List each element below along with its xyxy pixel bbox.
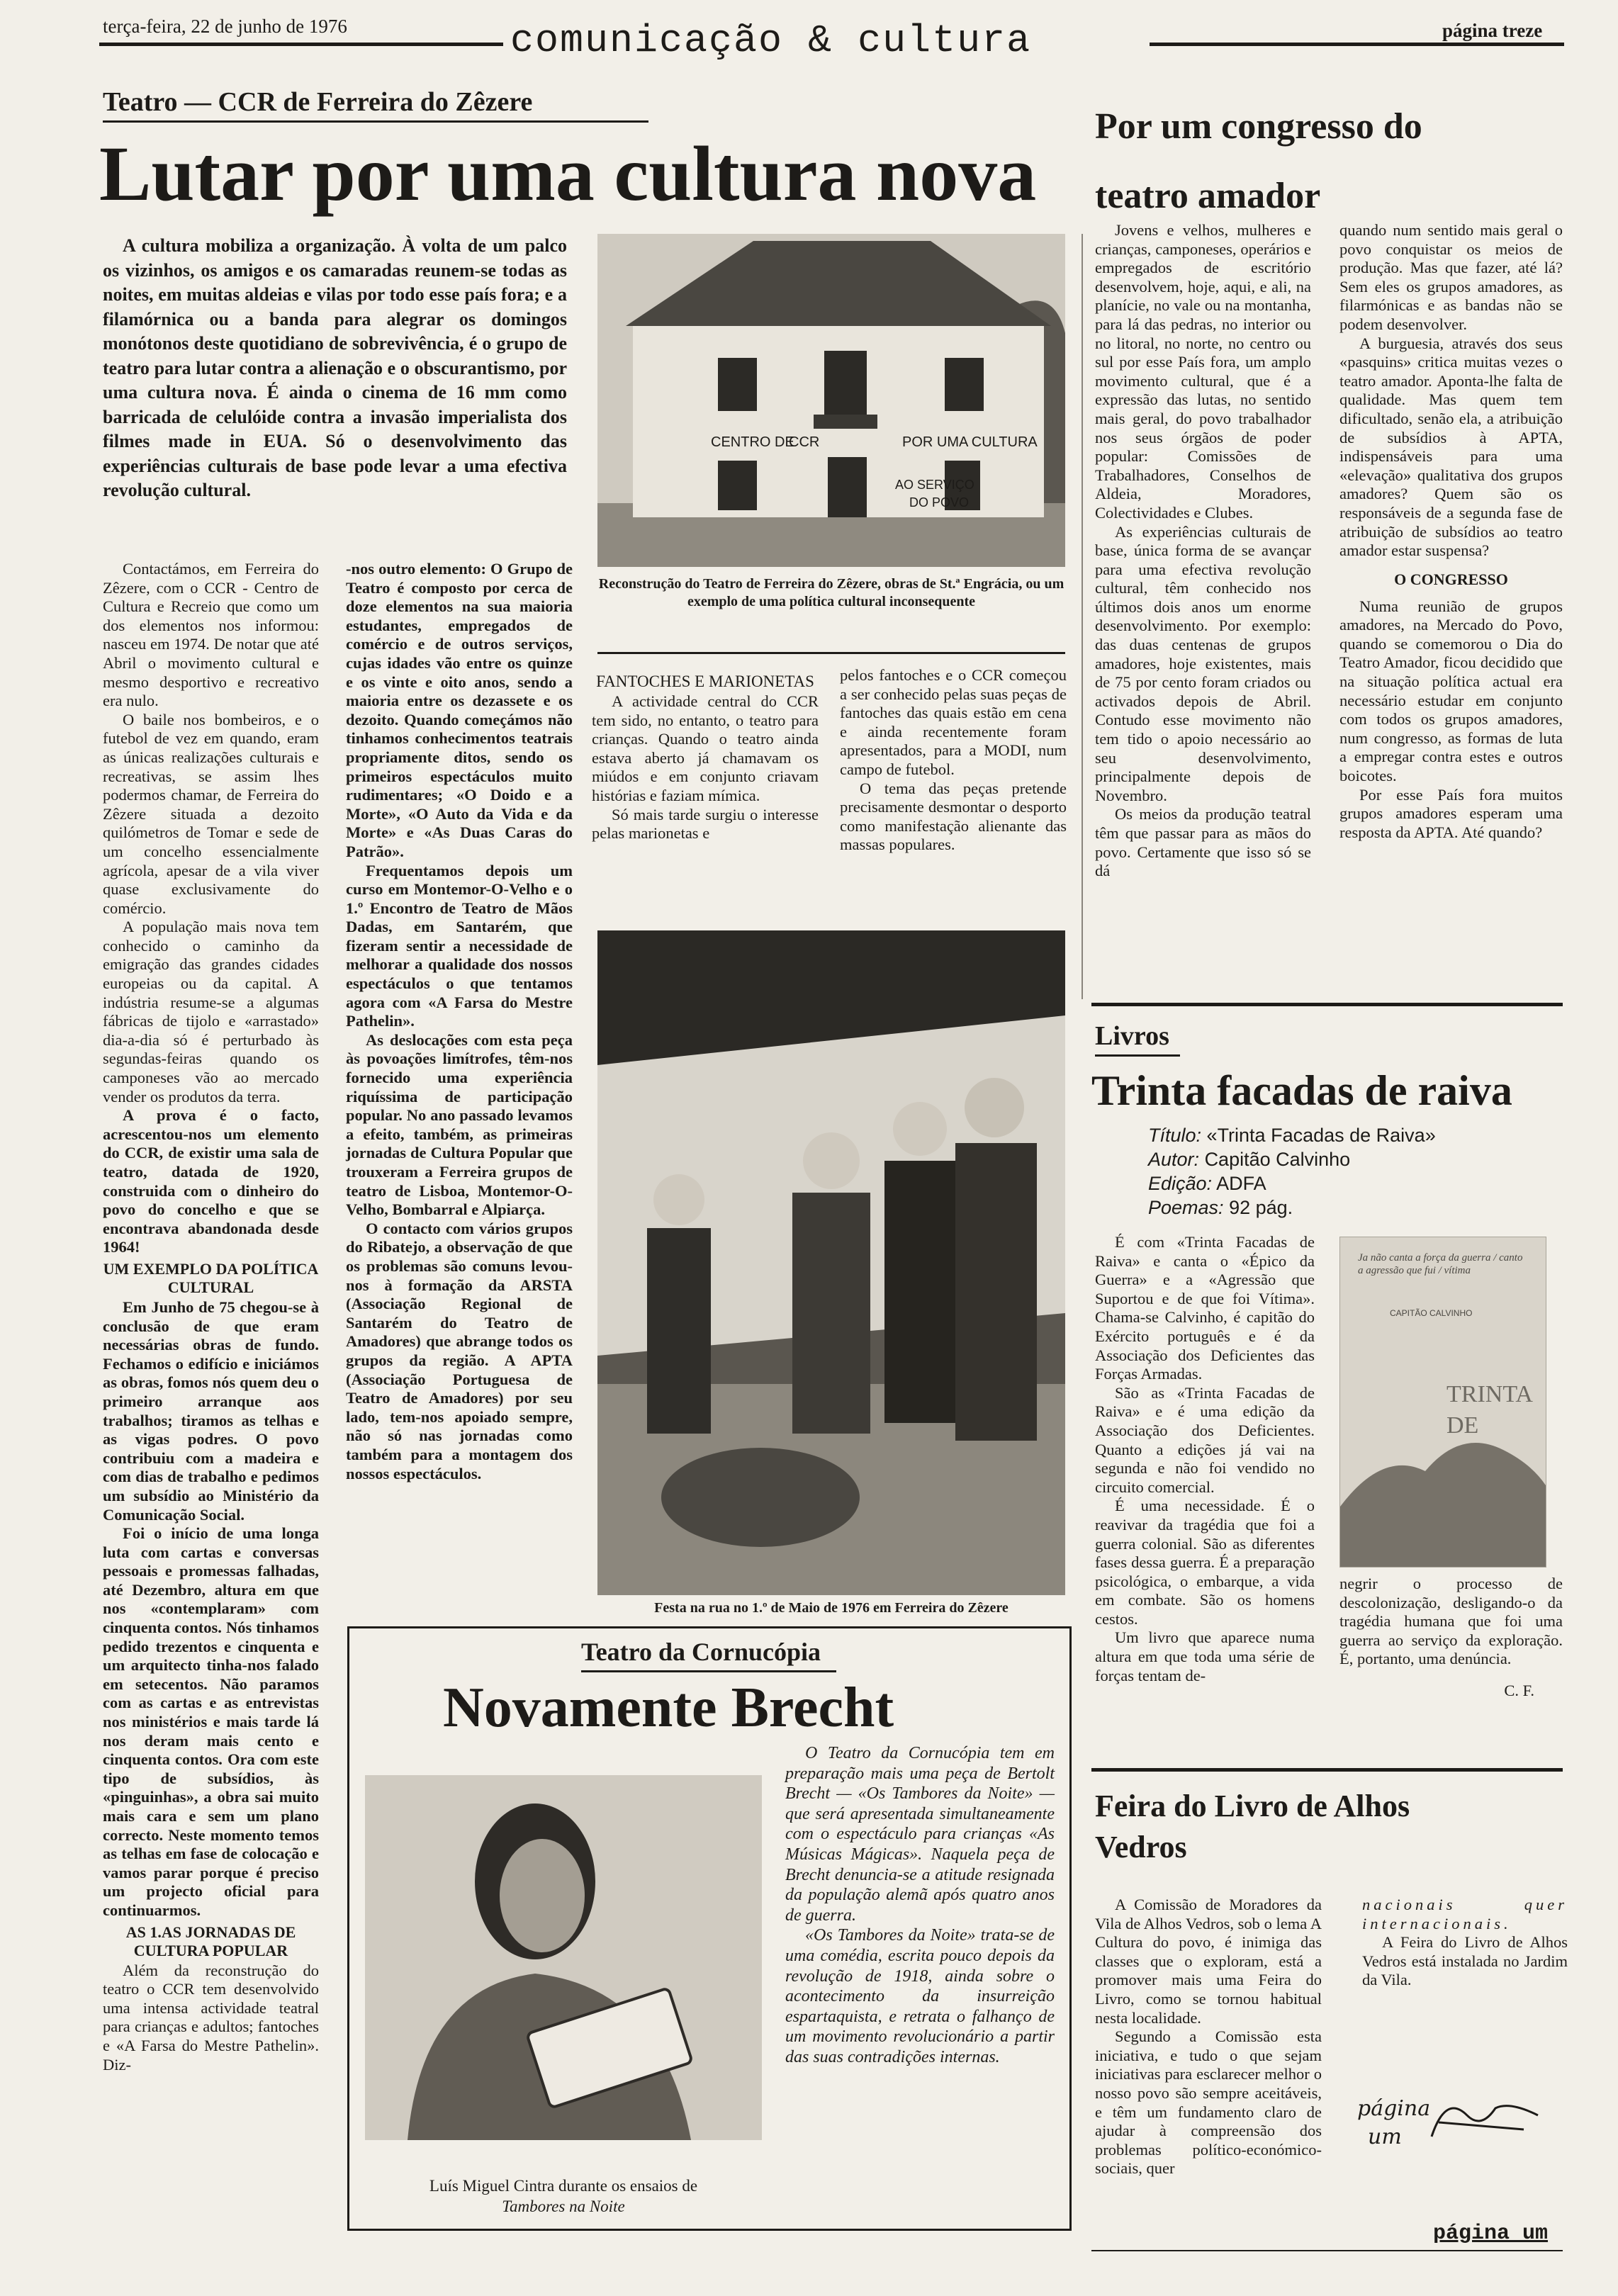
paragraph: A prova é o facto, acrescentou-nos um elemento do CCR, de existir uma sala de teatro, datada de 1920, construida com o dinheiro do povo do concelho e que se encontrava abandonada desde 1964!: [103, 1106, 319, 1256]
issue-date: terça-feira, 22 de junho de 1976: [103, 16, 347, 37]
paragraph: O Teatro da Cornucópia tem em preparação mais uma peça de Bertolt Brecht — «Os Tambores da Noite» — que será apresentada simultaneamente com o espectáculo para crianças «As Músicas Mágicas». Naquela peça de Brecht denuncia-se a atitude resignada da população alemã após quatro anos de guerra.: [785, 1744, 1055, 1925]
caption-title: Tambores na Noite: [502, 2197, 625, 2215]
column-rule: [1082, 234, 1083, 999]
meta-title: Título: «Trinta Facadas de Raiva»: [1148, 1125, 1436, 1146]
paragraph: É uma necessidade. É o reavivar da tragédia que foi a guerra colonial. São as diferentes fases dessa guerra. É a preparação psicológica, o embarque, a vida em combate. São os homens cestos.: [1095, 1497, 1315, 1628]
footer-page-label: página um: [1433, 2222, 1549, 2246]
column-rule: [597, 652, 1065, 654]
feira-headline-text: Feira do Livro de Alhos Vedros: [1095, 1789, 1410, 1864]
paragraph: Em Junho de 75 chegou-se à conclusão de que eram necessárias obras de fundo. Fechamos o edifício e iniciámos as obras, fomos nós quem deu o primeiro arranque aos trabalhos; tiramos as telhas e as vigas podres. O povo contribuiu com a madeira e com dias de trabalho e pedimos um subsídio ao Ministério da Comunicação Social.: [103, 1298, 319, 1524]
subhead-politica-cultural: UM EXEMPLO DA POLÍTICA CULTURAL: [103, 1259, 319, 1296]
subhead-fantoches: FANTOCHES E MARIONETAS: [596, 673, 814, 690]
subhead-congresso: O CONGRESSO: [1394, 570, 1508, 588]
livros-kicker: Livros: [1095, 1021, 1169, 1051]
paragraph: A Feira do Livro de Alhos Vedros está instalada no Jardim da Vila.: [1362, 1933, 1568, 1989]
cover-title: TRINTA DE: [1446, 1381, 1532, 1439]
section-rule: [1091, 1768, 1563, 1772]
sign-text: AO SERVIÇO: [895, 478, 974, 492]
congresso-column-1: [1095, 221, 1311, 881]
handwritten-signature: [1354, 2087, 1559, 2172]
sign-text: CENTRO DE: [711, 434, 794, 450]
meta-author: Autor: Capitão Calvinho: [1148, 1149, 1351, 1170]
caption-name: Luís Miguel Cintra durante os ensaios de: [429, 2177, 698, 2195]
svg-text:página: página: [1357, 2096, 1431, 2121]
cover-mountain-illustration: [1340, 1237, 1546, 1567]
photo-luis-miguel-cintra: [365, 1775, 762, 2140]
paragraph: A Comissão de Moradores da Vila de Alhos Vedros, sob o lema A Cultura do povo, é inimiga das classes que o exploram, está a promover mais uma Feira do Livro, como se tornou habitual nesta localidade.: [1095, 1896, 1322, 2027]
paragraph: O baile nos bombeiros, e o futebol de vez em quando, eram as únicas realizações culturais e recreativas, se assim lhes podermos chamar, de Ferreira do Zêzere situada a dezoito quilómetros de Tomar e sede de um concelho essencialmente agrícola, apesar de a vila viver quase exclusivamente do comércio.: [103, 710, 319, 917]
brecht-photo-caption: [365, 2176, 762, 2217]
feira-column-1: [1095, 1896, 1322, 2178]
brecht-kicker: Teatro da Cornucópia: [581, 1638, 821, 1666]
cover-author: CAPITÃO CALVINHO: [1390, 1308, 1473, 1318]
paragraph: Só mais tarde surgiu o interesse pelas marionetas e: [592, 805, 819, 843]
lead-column-1: [103, 560, 319, 2074]
section-title: comunicação & cultura: [510, 18, 1032, 63]
paragraph: Além da reconstrução do teatro o CCR tem desenvolvido uma intensa actividade teatral para crianças e adultos; fantoches e «A Farsa do Mestre Pathelin». Diz-: [103, 1961, 319, 2073]
meta-edition: Edição: ADFA: [1148, 1173, 1266, 1194]
livros-underline: [1095, 1054, 1180, 1057]
paragraph: As experiências culturais de base, única forma de se avançar para uma efectiva revolução cultural, têm conhecido nos últimos dois anos um enorme desenvolvimento. Por exemplo: das duas centenas de grupos amadores, hoje existentes, mais de 75 por cento foram criados ou activados depois de Abril. Contudo esse movimento não tem tido o apoio necessário ao seu desenvolvimento, principalmente depois de Novembro.: [1095, 522, 1311, 804]
paragraph: Por esse País fora muitos grupos amadores esperam uma resposta da APTA. Até quando?: [1339, 785, 1563, 841]
photo-theatre-building: [597, 234, 1065, 567]
photo-children-festival: [597, 930, 1065, 1595]
livros-column: [1095, 1233, 1315, 1685]
kicker-underline: [103, 120, 648, 123]
lead-column-4: [840, 666, 1067, 855]
congresso-headline-text: Por um congresso do teatro amador: [1095, 106, 1422, 216]
book-meta: [1148, 1123, 1436, 1220]
lead-intro: [103, 234, 567, 503]
footer-rule: [1091, 2250, 1563, 2251]
paragraph: quando num sentido mais geral o povo conquistar os meios de produção. Mas que fazer, até lá? Sem eles os grupos amadores, as filarmónicas e as bandas não se podem desenvolver.: [1339, 221, 1563, 333]
feira-headline: [1095, 1786, 1442, 1868]
photo-caption-festival: Festa na rua no 1.º de Maio de 1976 em Ferreira do Zêzere: [654, 1600, 1009, 1616]
paragraph: Jovens e velhos, mulheres e crianças, camponeses, operários e empregados de escritório desenvolvem, hoje, aqui, e ali, na planície, no vale ou na montanha, para lá das pedras, no interior ou no litoral, no norte, no centro ou sul por esse País fora, um amplo movimento cultural, que é a expressão das lutas, no sentido mais geral, do povo trabalhador nos seus órgãos de poder popular: Comissões de Trabalhadores, Conselhos de Aldeia, Moradores, Colectividades e Clubes.: [1095, 221, 1311, 522]
congresso-column-2: [1339, 221, 1563, 842]
section-rule: [1091, 1003, 1563, 1006]
paragraph: O tema das peças pretende precisamente desmontar o desporto como manifestação alienante das massas populares.: [840, 779, 1067, 854]
paragraph: pelos fantoches e o CCR começou a ser conhecido pelas suas peças de fantoches das quais estão em cena e ainda recentemente foram apresentados, para a MODI, num campo de futebol.: [840, 666, 1067, 778]
cover-handwriting: Ja não canta a força da guerra / canto a agressão que fui / vítima: [1358, 1252, 1523, 1276]
lead-column-2: [346, 560, 573, 1483]
livros-tail: [1339, 1575, 1563, 1701]
paragraph: -nos outro elemento: O Grupo de Teatro é composto por cerca de doze elementos na sua maioria estudantes, empregados de comércio e de outros serviços, cujas idades vão entre os quinze e os vinte e oito anos, sendo a maioria entre os dezassete e os dezoito. Quando começámos não tinhamos conhecimentos teatrais propriamente ditos, sendo os primeiros espectáculos muito rudimentares; «O Doido e a Morte», «O Auto da Vida e da Morte» e «As Duas Caras do Patrão».: [346, 560, 573, 860]
subhead-jornadas: AS 1.AS JORNADAS DE CULTURA POPULAR: [125, 1923, 296, 1959]
lead-kicker: Teatro — CCR de Ferreira do Zêzere: [103, 87, 533, 117]
paragraph: «Os Tambores da Noite» trata-se de uma comédia, escrita pouco depois da revolução de 1918, ainda sobre o acontecimento da insurreição espartaquista, e retrata o falhanço de um movimento revolucionário a partir das suas contradições internas.: [785, 1926, 1055, 2066]
svg-text:um: um: [1368, 2125, 1402, 2149]
paragraph: Contactámos, em Ferreira do Zêzere, com o CCR - Centro de Cultura e Recreio que como um dos elementos nos informou: nasceu em 1974. De notar que até Abril o movimento cultural e mesmo desportivo e recreativo era nulo.: [103, 560, 319, 710]
livros-headline: Trinta facadas de raiva: [1091, 1067, 1512, 1114]
brecht-kicker-underline: [581, 1670, 836, 1672]
page-number: página treze: [1442, 20, 1543, 41]
paragraph: A burguesia, através dos seus «pasquins» critica muitas vezes o teatro amador. Aponta-lhe falta de qualidade. Mas quem tem dificultado, senão ela, a atribuição de subsídios à APTA, indispensáveis para uma «elevação» qualitativa dos grupos amadores? Quem são os responsáveis de a segunda fase de atribuição de subsídios ao teatro amador estar suspensa?: [1339, 334, 1563, 560]
paragraph: As deslocações com esta peça às povoações limítrofes, têm-nos fornecido uma experiência riquíssima de participação popular. No ano passado levamos a efeito, também, as primeiras jornadas de Cultura Popular que trouxeram a Ferreira grupos de teatro de Lisboa, Montemor-O-Velho, Bombarral e Alpiarça.: [346, 1030, 573, 1219]
congresso-headline: [1095, 92, 1492, 231]
livros-signature: C. F.: [1504, 1681, 1534, 1699]
paragraph: Numa reunião de grupos amadores, na Mercado do Povo, quando se comemorou o Dia do Teatro Amador, ficou decidido que na situação política actual era necessário estudar em conjunto com todos os grupos amadores, num congresso, as formas de luta a empregar contra estes e outros boicotes.: [1339, 597, 1563, 785]
sign-text: DO POVO: [909, 495, 970, 510]
actor-illustration: [365, 1775, 762, 2140]
paragraph: O contacto com vários grupos do Ribatejo, a observação de que os problemas são comuns levou-nos à formação da ARSTA (Associação Regional de Santarém do Teatro de Amadores) que abrange todos os grupos da região. A APTA (Associação Portuguesa de Teatro de Amadores) por seu lado, tem-nos apoiado sempre, não só nas jornadas como também para a montagem dos nossos espectáculos.: [346, 1219, 573, 1482]
lead-headline: Lutar por uma cultura nova: [99, 130, 1037, 217]
paragraph: Segundo a Comissão esta iniciativa, e tudo o que sejam iniciativas para esclarecer melhor o nosso povo são sempre aceitáveis, e têm um fundamento claro de ajudar à compreensão dos problemas político-económico-sociais, quer: [1095, 2027, 1322, 2178]
sign-text: POR UMA CULTURA: [902, 434, 1038, 450]
sign-text: CCR: [789, 434, 820, 450]
paragraph: Os meios da produção teatral têm que passar para as mãos do povo. Certamente que isso só se dá: [1095, 805, 1311, 880]
paragraph: A população mais nova tem conhecido o caminho da emigração das grandes cidades europeias ou da capital. A indústria resume-se a algumas fábricas de tijolo e «arrastado» dia-a-dia só é perturbado às segundas-feiras quando os camponeses vão ao mercado vender os produtos da terra.: [103, 918, 319, 1105]
paragraph: Frequentamos depois um curso em Montemor-O-Velho e o 1.º Encontro de Teatro de Mãos Dadas, em Santarém, que fizeram sentir a necessidade de melhorar a qualidade dos nossos espectáculos o que tentamos agora com «A Farsa do Mestre Pathelin».: [346, 861, 573, 1030]
paragraph: A actividade central do CCR tem sido, no entanto, o teatro para crianças. Quando o teatro ainda estava aberto já chamavam os miúdos e em conjunto criavam histórias e faziam mímica.: [592, 692, 819, 804]
paragraph: São as «Trinta Facadas de Raiva» e é uma edição da Associação dos Deficientes. Quanto a edições já vai na segunda e não foi vendido no circuito comercial.: [1095, 1383, 1315, 1496]
masthead-rule-right: [1150, 43, 1564, 46]
lead-intro-text: A cultura mobiliza a organização. À volta de um palco os vizinhos, os amigos e os camaradas reunem-se todas as noites, em muitas aldeias e vilas por todo esse país fora; e a filamórnica ou a banda para alegrar os domingos monótonos deste quotidiano de sobrevivência, é o grupo de teatro para lutar contra a alienação e o obscurantismo, por uma cultura nova. É ainda o cinema de 16 mm como barricada de celulóide contra a invasão imperialista dos filmes made in EUA. Só o desenvolvimento das experiências culturais de base pode levar a uma efectiva revolução cultural.: [103, 235, 567, 500]
paragraph: nacionais quer internacionais.: [1362, 1896, 1568, 1932]
masthead-rule-left: [99, 43, 503, 46]
meta-pages: Poemas: 92 pág.: [1148, 1197, 1293, 1218]
feira-column-2: [1362, 1896, 1568, 1990]
paragraph: É com «Trinta Facadas de Raiva» e canta o «Épico da Guerra» e a «Agressão que Suportou e de que foi Vítima». Chama-se Calvinho, é capitão do Exército português e é da Associação dos Deficientes das Forças Armadas.: [1095, 1233, 1315, 1383]
paragraph: negrir o processo de descolonização, desligando-o da tragédia humana que foi uma guerra ao serviço da exploração. É, portanto, uma denúncia.: [1339, 1575, 1563, 1668]
lead-column-3: [592, 670, 819, 843]
book-cover: [1339, 1237, 1546, 1568]
photo-caption-building: Reconstrução do Teatro de Ferreira do Zêzere, obras de St.ª Engrácia, ou um exemplo de uma política cultural inconsequente: [598, 576, 1064, 609]
children-illustration: [597, 930, 1065, 1595]
paragraph: Foi o início de uma longa luta com cartas e conversas pessoais e promessas falhadas, até Dezembro, altura em que nos «contemplaram» com cinquenta contos. Nós tinhamos pedido trezentos e cinquenta e um arquitecto tinha-nos falado em setecentos. Não paramos com as cartas e as entrevistas nos ministérios e mais tarde lá nos deram mais cento e cinquenta contos. Ora com este tipo de subsídios, às «pinguinhas», a obra sai muito mais cara e sem um plano correcto. Neste momento temos as telhas em fase de colocação e vamos parar porque é preciso um projecto oficial para continuarmos.: [103, 1524, 319, 1919]
paragraph: Um livro que aparece numa altura em que toda uma série de forças tentam de-: [1095, 1628, 1315, 1684]
brecht-headline: Novamente Brecht: [443, 1677, 894, 1739]
building-illustration: [597, 234, 1065, 567]
brecht-text: [785, 1743, 1055, 2068]
